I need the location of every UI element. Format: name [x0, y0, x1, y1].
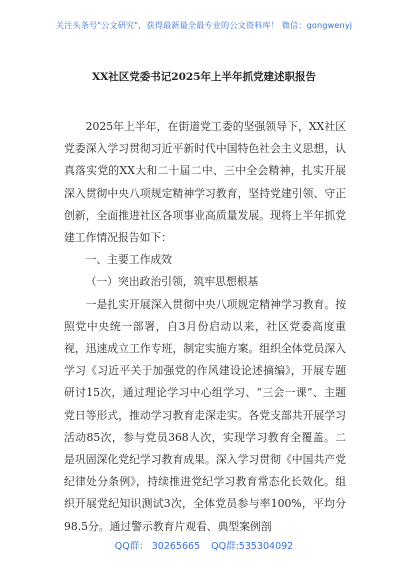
section-heading: 一、主要工作成效 — [85, 253, 172, 267]
footer-contact — [0, 538, 408, 552]
subsection-heading: （一）突出政治引领，筑牢思想根基 — [85, 275, 259, 289]
footer-qq-group-2: QQ群:535304092 — [211, 541, 294, 552]
header-promo-text: 关注头条号"公文研究"，获得最新最全最专业的公文资料库！ 微信：gongwenyj — [55, 20, 353, 30]
document-title: XX社区党委书记2025年上半年抓党建述职报告 — [91, 71, 317, 83]
paragraph-intro: 2025年上半年，在街道党工委的坚强领导下，XX社区党委深入学习贯彻习近平新时代中国特色社会主义思想，认真落实党的XX大和二十届二中、三中全会精神，扎实开展深入贯彻中央八项规定精神学习教育，坚持党建引领、守正创新，全面推进社区各项事业高质量发展。现将上半年抓党建工作情况报告如下： — [64, 120, 346, 245]
footer-qq-group-1: QQ群： 30265665 — [114, 541, 201, 552]
document-body — [64, 116, 346, 538]
paragraph-body: 一是扎实开展深入贯彻中央八项规定精神学习教育。按照党中央统一部署，自3月份启动以来，社区党委高度重视，迅速成立工作专班，制定实施方案。组织全体党员深入学习《习近平关于加强党的作风建设论述摘编》，开展专题研讨15次，通过理论学习中心组学习、“三会一课”、主题党日等形式，推动学习教育走深走实。各党支部共开展学习活动85次，参与党员368人次，实现学习教育全覆盖。二是巩固深化党纪学习教育成果。深入学习贯彻《中国共产党纪律处分条例》，持续推进党纪学习教育常态化长效化。组织开展党纪知识测试3次，全体党员参与率100%，平均分98.5分。通过警示教育片观看、典型案例剖 — [64, 297, 346, 533]
